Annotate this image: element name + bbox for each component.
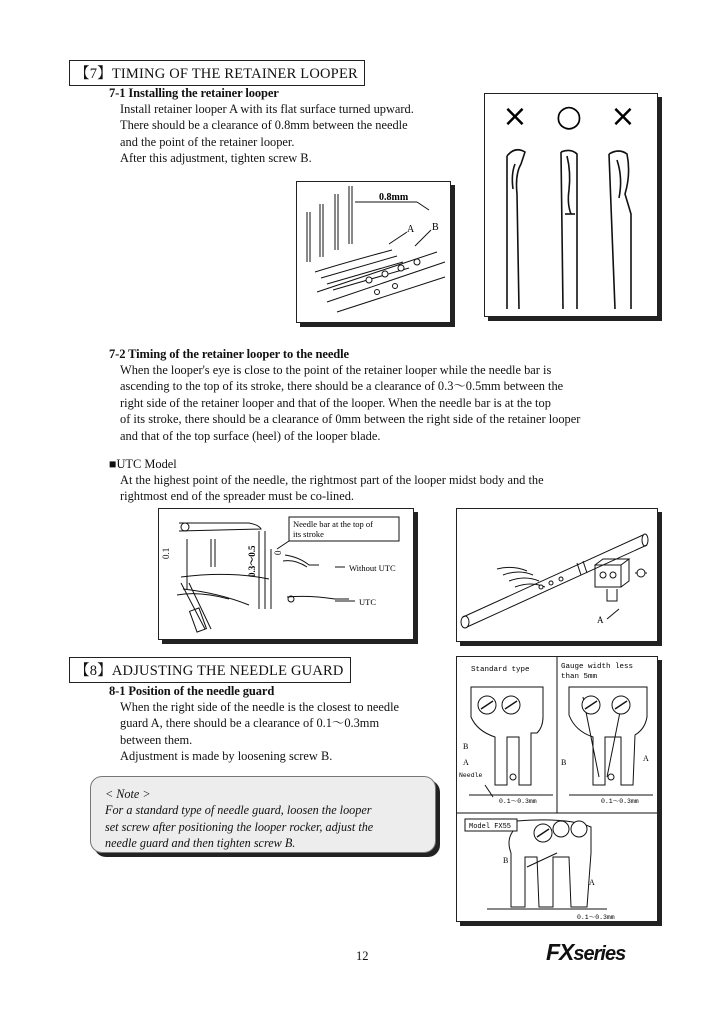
- dimension-label: 0.1: [161, 547, 171, 559]
- looper-shape-drawing: [485, 94, 657, 316]
- note-line: needle guard and then tighten screw B.: [105, 836, 296, 851]
- note-line: For a standard type of needle guard, loosen the looper: [105, 803, 372, 818]
- screw-label-b: B: [432, 222, 439, 233]
- subsection-7-1-text: [120, 101, 480, 167]
- correct-mark-icon: ○: [555, 99, 583, 134]
- looper-shape-figure: [484, 93, 658, 317]
- subsection-8-1-heading: 8-1 Position of the needle guard: [109, 684, 275, 698]
- callout-text: Needle bar at the top of: [293, 519, 374, 529]
- guard-label-a: A: [463, 758, 469, 767]
- clearance-label: 0.1～0.3mm: [601, 798, 639, 805]
- text-line: ascending to the top of its stroke, there should be a clearance of 0.3～0.5mm between the: [120, 379, 564, 394]
- text-line: between them.: [120, 732, 193, 747]
- gauge-width-label: Gauge width less: [561, 663, 634, 671]
- text-line: of its stroke, there should be a clearance of 0mm between the right side of the retainer looper: [120, 412, 581, 427]
- needle-guard-drawing: [457, 657, 657, 921]
- text-line: When the looper's eye is close to the point of the retainer looper while the needle bar is: [120, 363, 552, 377]
- note-title: < Note >: [105, 787, 151, 801]
- without-utc-label: Without UTC: [349, 563, 396, 573]
- callout-text: its stroke: [293, 529, 324, 539]
- utc-model-text: [120, 472, 656, 505]
- retainer-looper-install-figure: [296, 181, 451, 323]
- note-line: set screw after positioning the looper rocker, adjust the: [105, 819, 374, 834]
- subsection-7-1-heading: 7-1 Installing the retainer looper: [109, 86, 279, 100]
- text-line: There should be a clearance of 0.8mm between the needle: [120, 118, 408, 133]
- model-label: Model FX55: [469, 823, 512, 831]
- brand-logo: [546, 939, 625, 966]
- utc-shaft-figure: [456, 508, 658, 642]
- needle-label: Needle: [459, 772, 483, 779]
- section-7-heading: 【7】TIMING OF THE RETAINER LOOPER: [69, 60, 365, 86]
- dimension-label: 0: [273, 550, 283, 555]
- text-line: Install retainer looper A with its flat surface turned upward.: [120, 102, 414, 116]
- section-8-heading: 【8】ADJUSTING THE NEEDLE GUARD: [69, 657, 351, 683]
- note-box: [90, 776, 436, 853]
- text-line: rightmost end of the spreader must be co-lined.: [120, 489, 354, 504]
- guard-label-a: A: [589, 878, 595, 887]
- text-line: When the right side of the needle is the closest to needle: [120, 700, 400, 714]
- utc-timing-drawing: [159, 509, 413, 639]
- standard-type-label: Standard type: [471, 666, 530, 674]
- screw-label-b: B: [503, 856, 509, 865]
- looper-label-a: A: [407, 224, 415, 235]
- brand-logo-series: series: [573, 943, 626, 965]
- page-number: 12: [356, 949, 369, 963]
- screw-label-b: B: [561, 758, 567, 767]
- gauge-width-label: than 5mm: [561, 673, 598, 681]
- text-line: and the point of the retainer looper.: [120, 134, 295, 149]
- text-line: At the highest point of the needle, the rightmost part of the looper midst body and the: [120, 473, 544, 487]
- wrong-mark-icon: ×: [610, 99, 636, 134]
- text-line: After this adjustment, tighten screw B.: [120, 151, 312, 166]
- screw-label-b: B: [463, 742, 469, 751]
- needle-guard-figure: [456, 656, 658, 922]
- shaft-label-a: A: [597, 615, 604, 625]
- clearance-label: 0.8mm: [379, 192, 409, 203]
- clearance-label: 0.1～0.3mm: [577, 914, 615, 921]
- utc-shaft-drawing: [457, 509, 657, 641]
- clearance-label: 0.1～0.3mm: [499, 798, 537, 805]
- text-line: guard A, there should be a clearance of 0.1～0.3mm: [120, 716, 380, 731]
- brand-logo-fx: FX: [546, 939, 574, 965]
- text-line: and that of the top surface (heel) of the looper blade.: [120, 428, 381, 443]
- guard-label-a: A: [643, 754, 649, 763]
- retainer-looper-drawing: [297, 182, 450, 322]
- text-line: Adjustment is made by loosening screw B.: [120, 749, 333, 764]
- utc-model-heading: ■UTC Model: [109, 457, 177, 471]
- utc-timing-figure: [158, 508, 414, 640]
- subsection-7-2-heading: 7-2 Timing of the retainer looper to the needle: [109, 347, 349, 361]
- text-line: right side of the retainer looper and that of the looper. When the needle bar is at the top: [120, 395, 551, 410]
- utc-label: UTC: [359, 597, 376, 607]
- subsection-8-1-text: [120, 699, 460, 765]
- dimension-label: 0.3～0.5: [247, 545, 257, 577]
- subsection-7-2-text: [120, 362, 656, 444]
- wrong-mark-icon: ×: [502, 99, 528, 134]
